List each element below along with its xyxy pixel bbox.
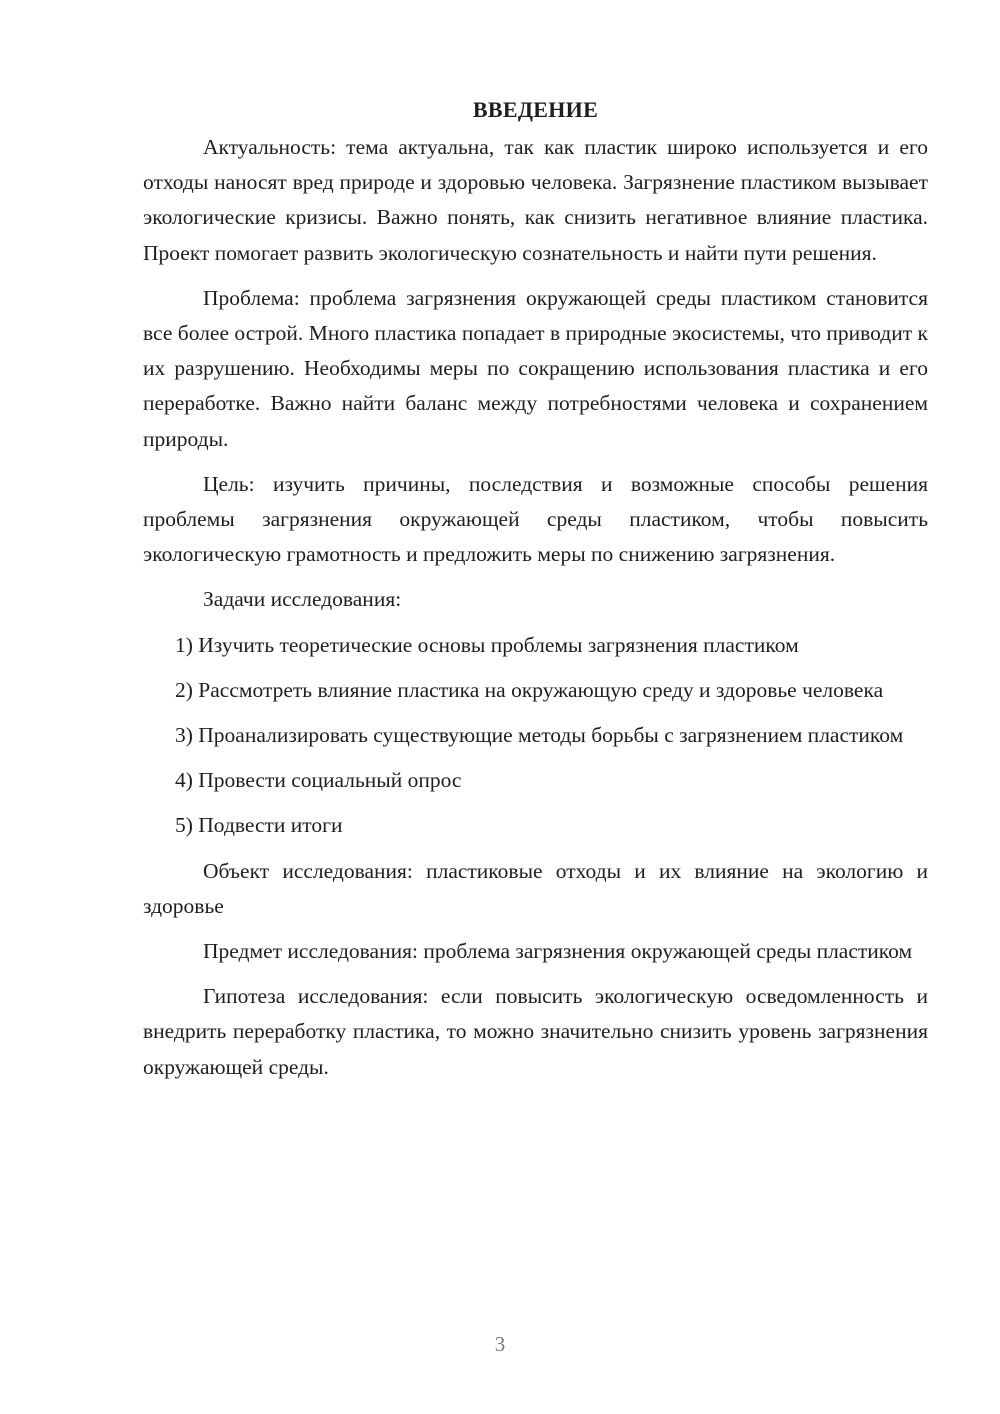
task-item-2: 2) Рассмотреть влияние пластика на окружающую среду и здоровье человека [175,677,884,702]
paragraph-subject: Предмет исследования: проблема загрязнения окружающей среды пластиком [203,939,913,964]
paragraph-goal: Цель: изучить причины, последствия и возможные способы решения проблемы загрязнения окружающей среды пластиком, чтобы повысить экологическую грамотность и предложить меры по снижению загрязнения. [143,471,928,567]
paragraph-object: Объект исследования: пластиковые отходы и их влияние на экологию и здоровье [143,858,928,918]
task-item-5: 5) Подвести итоги [175,813,343,838]
task-item-1: 1) Изучить теоретические основы проблемы загрязнения пластиком [175,632,799,657]
paragraph-hypothesis: Гипотеза исследования: если повысить экологическую осведомленность и внедрить переработку пластика, то можно значительно снизить уровень загрязнения окружающей среды. [143,984,928,1079]
task-item-3: 3) Проанализировать существующие методы борьбы с загрязнением пластиком [175,723,904,748]
tasks-heading: Задачи исследования: [203,587,402,612]
paragraph-problem: Проблема: проблема загрязнения окружающей среды пластиком становится все более острой. Много пластика попадает в природные экосистемы, что приводит к их разрушению. Необходимы меры по сокращению использования пластика и его переработке. Важно найти баланс между потребностями человека и сохранением природы. [143,285,928,451]
task-item-4: 4) Провести социальный опрос [175,768,462,793]
paragraph-relevance: Актуальность: тема актуальна, так как пластик широко используется и его отходы наносят вред природе и здоровью человека. Загрязнение пластиком вызывает экологические кризисы. Важно понять, как снизить негативное влияние пластика. Проект помогает развить экологическую сознательность и найти пути решения. [143,135,928,265]
section-title: ВВЕДЕНИЕ [472,97,599,122]
document-page [143,92,928,1095]
page-number: 3 [494,1332,506,1356]
